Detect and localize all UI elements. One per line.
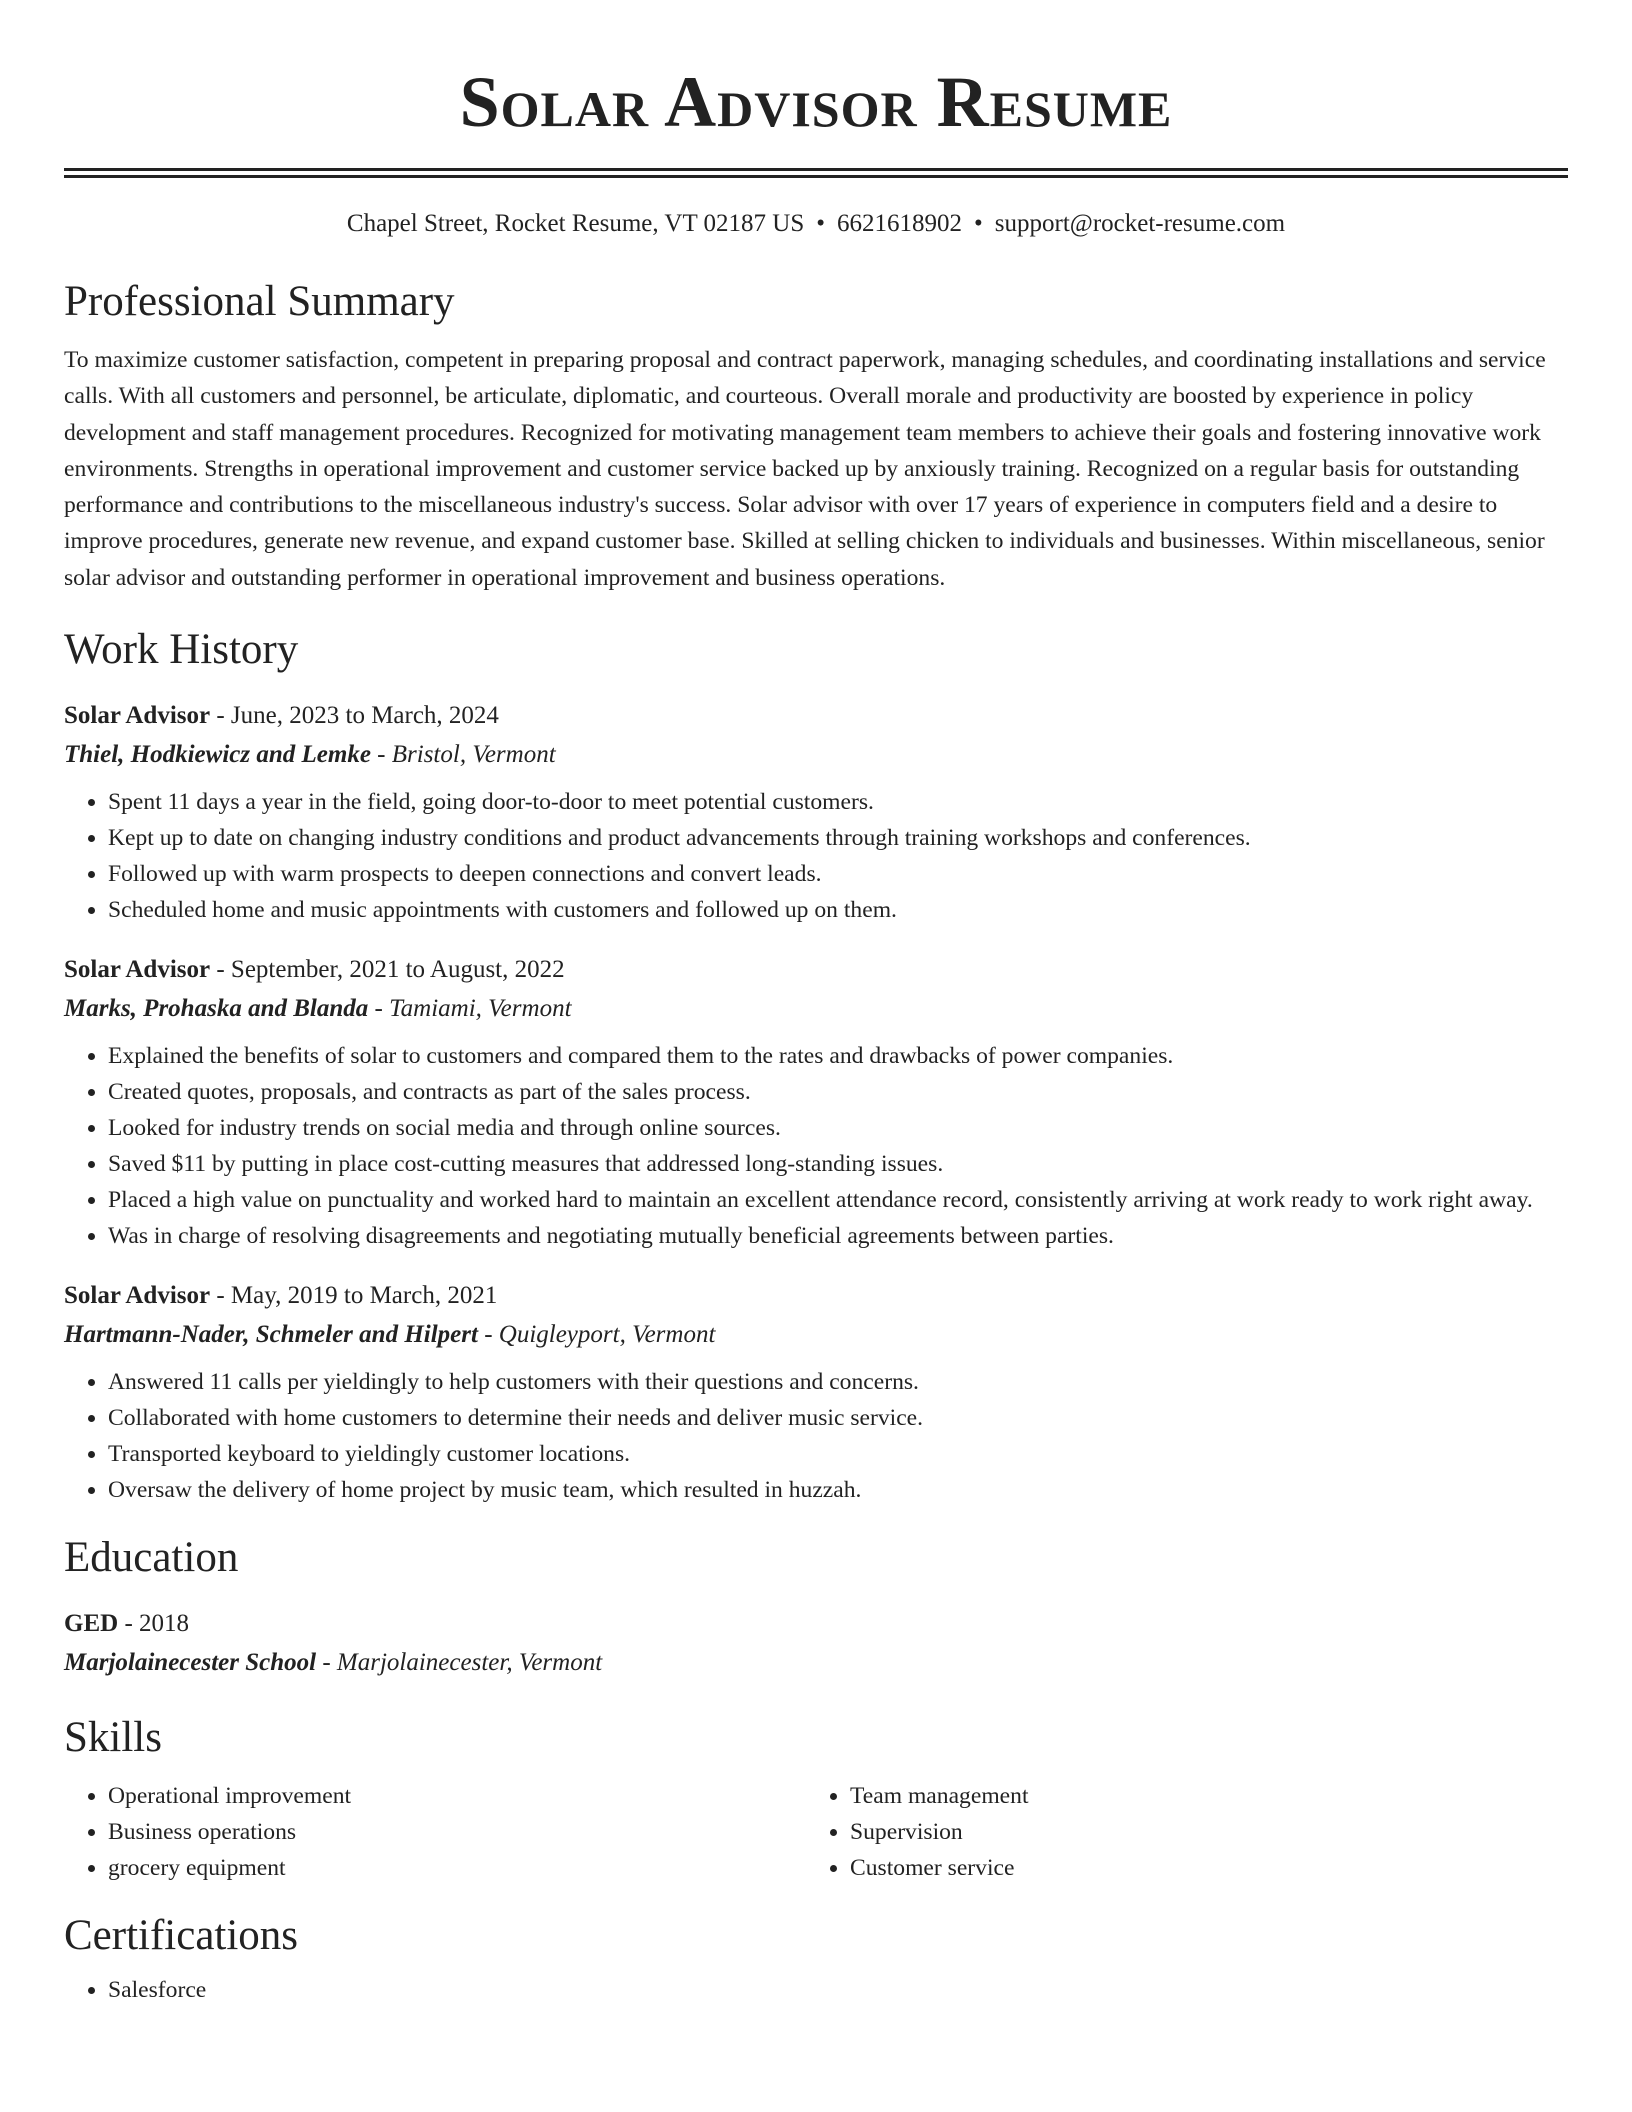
job-bullet-list: [64, 1364, 1568, 1508]
section-heading-education: Education: [64, 1534, 239, 1582]
certification-list: [64, 1972, 1568, 2008]
certification-item: • Salesforce: [108, 1972, 1568, 2008]
job-dates: - June, 2023 to March, 2024: [210, 702, 499, 730]
section-heading-skills: Skills: [64, 1714, 162, 1762]
summary-text: To maximize customer satisfaction, competent in preparing proposal and contract paperwork, managing schedules, and coordinating installations and service calls. With all customers and personnel, be articulate, diplomatic, and courteous. Overall morale and productivity are boosted by experience in policy development and staff management procedures. Recognized for motivating management team members to achieve their goals and fostering innovative work environments. Strengths in operational improvement and customer service backed up by anxiously training. Recognized on a regular basis for outstanding performance and contributions to the miscellaneous industry's success. Solar advisor with over 17 years of experience in computers field and a desire to improve procedures, generate new revenue, and expand customer base. Skilled at selling chicken to individuals and businesses. Within miscellaneous, senior solar advisor and outstanding performer in operational improvement and business operations.: [64, 347, 1546, 591]
degree-year: - 2018: [118, 1610, 190, 1638]
job-bullet: • Explained the benefits of solar to customers and compared them to the rates and drawbacks of power companies.: [108, 1038, 1568, 1074]
job-bullet: • Spent 11 days a year in the field, going door-to-door to meet potential customers.: [108, 784, 1568, 820]
job-employer: Thiel, Hodkiewicz and Lemke: [64, 741, 371, 769]
job-entry: [64, 950, 1568, 1254]
job-entry: [64, 1276, 1568, 1508]
education-entry: [64, 1604, 1568, 1682]
job-dates: - September, 2021 to August, 2022: [210, 956, 565, 984]
job-employer-line: [64, 735, 1568, 774]
skill-item: • Business operations: [108, 1814, 806, 1850]
job-bullet: • Transported keyboard to yieldingly customer locations.: [108, 1436, 1568, 1472]
job-bullet: • Followed up with warm prospects to deepen connections and convert leads.: [108, 856, 1568, 892]
job-location: - Tamiami, Vermont: [368, 995, 572, 1023]
skills-column-right: [806, 1778, 1548, 1886]
skill-item: • Team management: [850, 1778, 1548, 1814]
job-location: - Bristol, Vermont: [370, 741, 556, 769]
job-bullet: • Oversaw the delivery of home project by music team, which resulted in huzzah.: [108, 1472, 1568, 1508]
job-title-line: [64, 950, 1568, 989]
resume-title: Solar Advisor Resume: [459, 62, 1173, 142]
school-location: - Marjolainecester, Vermont: [316, 1649, 603, 1677]
contact-line: [64, 208, 1568, 240]
job-role: Solar Advisor: [64, 702, 211, 730]
education-section: [64, 1532, 1568, 1682]
skill-item: • grocery equipment: [108, 1850, 806, 1886]
job-entry: [64, 696, 1568, 928]
skills-grid: [64, 1778, 1568, 1886]
job-title-line: [64, 1276, 1568, 1315]
degree-line: [64, 1604, 1568, 1643]
school-line: [64, 1643, 1568, 1682]
title-double-rule: [64, 168, 1568, 178]
job-bullet: • Saved $11 by putting in place cost-cutting measures that addressed long-standing issues.: [108, 1146, 1568, 1182]
skills-section: [64, 1712, 1568, 1886]
job-role: Solar Advisor: [64, 1282, 211, 1310]
skill-item: • Supervision: [850, 1814, 1548, 1850]
job-bullet: • Scheduled home and music appointments with customers and followed up on them.: [108, 892, 1568, 928]
skill-item: • Operational improvement: [108, 1778, 806, 1814]
job-bullet: • Placed a high value on punctuality and worked hard to maintain an excellent attendance record, consistently arriving at work ready to work right away.: [108, 1182, 1568, 1218]
degree: GED: [64, 1610, 119, 1638]
section-heading-certifications: Certifications: [64, 1912, 299, 1960]
skills-column-left: [64, 1778, 806, 1886]
job-bullet-list: [64, 784, 1568, 928]
work-history-section: [64, 624, 1568, 1508]
job-employer: Hartmann-Nader, Schmeler and Hilpert: [64, 1321, 478, 1349]
job-bullet: • Answered 11 calls per yieldingly to help customers with their questions and concerns.: [108, 1364, 1568, 1400]
job-employer: Marks, Prohaska and Blanda: [64, 995, 369, 1023]
job-bullet: • Collaborated with home customers to determine their needs and deliver music service.: [108, 1400, 1568, 1436]
job-role: Solar Advisor: [64, 956, 211, 984]
school-name: Marjolainecester School: [64, 1649, 317, 1677]
job-bullet: • Kept up to date on changing industry conditions and product advancements through training workshops and conferences.: [108, 820, 1568, 856]
certifications-section: [64, 1910, 1568, 2008]
job-bullet: • Created quotes, proposals, and contracts as part of the sales process.: [108, 1074, 1568, 1110]
job-dates: - May, 2019 to March, 2021: [210, 1282, 498, 1310]
job-bullet-list: [64, 1038, 1568, 1254]
job-bullet: • Was in charge of resolving disagreements and negotiating mutually beneficial agreements between parties.: [108, 1218, 1568, 1254]
job-location: - Quigleyport, Vermont: [477, 1321, 716, 1349]
section-heading-summary: Professional Summary: [64, 278, 455, 325]
contact-email: support@rocket-resume.com: [994, 210, 1286, 237]
contact-separator: •: [974, 210, 983, 237]
skill-item: • Customer service: [850, 1850, 1548, 1886]
contact-phone: 6621618902: [837, 210, 963, 237]
job-bullet: • Looked for industry trends on social media and through online sources.: [108, 1110, 1568, 1146]
job-employer-line: [64, 989, 1568, 1028]
job-title-line: [64, 696, 1568, 735]
section-heading-work: Work History: [64, 626, 299, 674]
professional-summary-section: [64, 276, 1568, 596]
contact-separator: •: [816, 210, 826, 237]
job-employer-line: [64, 1315, 1568, 1354]
contact-address: Chapel Street, Rocket Resume, VT 02187 US: [346, 210, 805, 237]
